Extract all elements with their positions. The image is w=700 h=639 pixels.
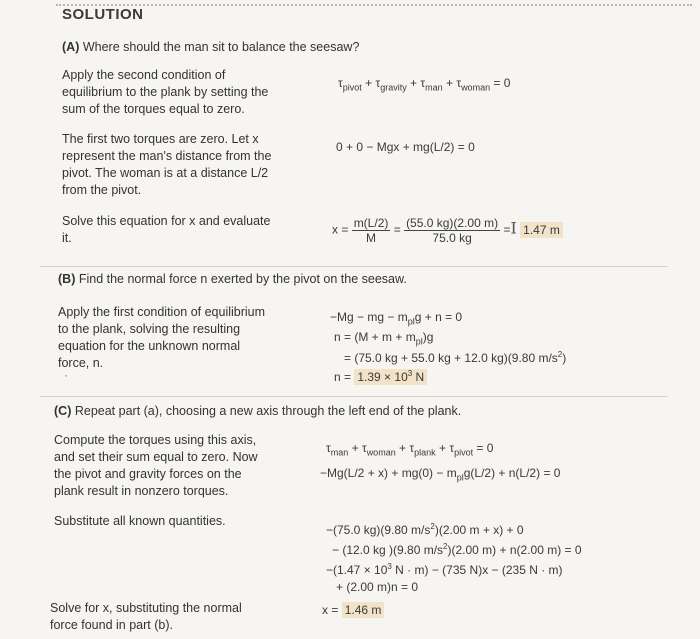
part-a-solution-equation [332,216,563,245]
part-a-result[interactable]: 1.47 m [520,222,563,238]
part-c-eq2: $-Mg(L/2 + x) + mg(0) - m_{pl}g(L/2) + n(L/2) = 0$ [320,466,561,483]
part-a-question [62,40,359,54]
part-a-label: (A) [62,40,80,54]
part-c-result-line [322,603,384,617]
part-b-eq4 [334,369,427,384]
part-c-question-text: Repeat part (a), choosing a new axis through the left end of the plank. [74,404,462,418]
decorative-dot: · [64,368,68,382]
fraction-symbolic-numerator: m(L/2) [353,216,389,230]
equals-sign: = [393,222,401,237]
part-b-result[interactable]: $1.39 \times 10^3$ N [354,369,427,385]
part-b-eq3: = (75.0 kg + 55.0 kg + 12.0 kg)(9.80 $m/s^2$) [344,350,567,365]
part-c-result[interactable]: 1.46 m [342,602,385,618]
part-c-eq4: − (12.0 kg )(9.80 $m/s^2)(2.00$ m) + n(2.00 m) = 0 [332,542,582,557]
part-a-step2-equation: 0 + 0 − Mgx + mg(L/2) = 0 [336,140,475,154]
part-b-text: Apply the first condition of equilibrium to the plank, solving the resulting equation for the unknown normal force, n. [58,305,266,370]
part-c-eq6: + (2.00 m)n = 0 [336,580,419,594]
solution-heading: SOLUTION [62,6,144,23]
part-c-eq5: $-(1.47 \times 10^3$ N · m) − (735 N)x − (235 N · m) [326,562,563,577]
fraction-numeric-denominator: 75.0 kg [432,231,472,245]
fraction-numeric [404,216,500,245]
part-b-eq1: −Mg − mg − $m_{pl}g + n = 0$ [330,310,463,327]
x-equals-c: x = [322,603,339,617]
part-c-label: (C) [54,404,72,418]
part-c-text2: Substitute all known quantities. [54,514,226,528]
fraction-symbolic [352,216,391,245]
text-cursor-icon: I [510,218,517,238]
part-a-question-text: Where should the man sit to balance the seesaw? [82,40,360,54]
equals-sign-2: = [503,222,511,237]
x-equals: x = [332,222,349,237]
part-c-text1: Compute the torques using this axis, and set their sum equal to zero. Now the pivot and gravity forces on the plank result in nonzero torques. [54,433,258,498]
part-a-step1-text: Apply the second condition of equilibrium to the plank by setting the sum of the torques equal to zero. [62,68,269,116]
part-a-step2-text: The first two torques are zero. Let x represent the man's distance from the pivot. The woman is at a distance L/2 from the pivot. [62,132,272,197]
part-a-step3-text: Solve this equation for x and evaluate it. [62,214,271,245]
fraction-symbolic-denominator: M [366,231,377,245]
part-b-question-text: Find the normal force n exerted by the pivot on the seesaw. [78,272,407,286]
part-c-text3: Solve for x, substituting the normal force found in part (b). [50,601,242,632]
divider-a-b [40,266,668,267]
fraction-numeric-numerator: (55.0 kg)(2.00 m) [406,216,499,230]
part-c-eq1: $\tau_{man} + \tau_{woman} + \tau_{plank} + \tau_{pivot} = 0$ [326,441,494,458]
part-b-label: (B) [58,272,76,286]
top-dotted-border [56,4,692,6]
part-a-step1-equation: $\tau_{pivot} + \tau_{gravity} + \tau_{man} + \tau_{woman} = 0$ [338,76,511,93]
divider-b-c [40,396,668,397]
part-b-question [58,272,407,286]
part-b-eq2: $n = (M + m + m_{pl})g$ [334,330,434,347]
part-c-eq3: −(75.0 kg)(9.80 $m/s^2)(2.00$ m + x) + 0 [326,522,524,537]
part-c-question [54,404,461,418]
n-equals: n = [334,370,352,384]
